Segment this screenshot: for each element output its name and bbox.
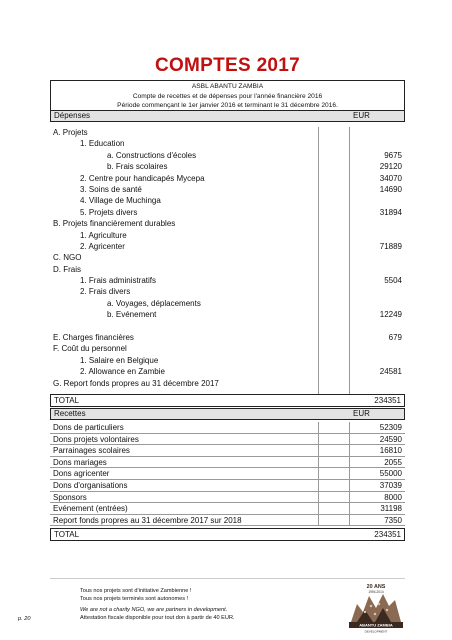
income-heading: Recettes <box>54 409 86 418</box>
income-amount: 55000 <box>379 469 402 479</box>
expense-label: 2. Allowance en Zambie <box>80 367 165 377</box>
expense-amount: 31894 <box>379 207 402 217</box>
expense-label: 3. Soins de santé <box>80 184 142 194</box>
expense-row <box>50 378 405 389</box>
expense-row <box>50 138 405 149</box>
expense-label: A. Projets <box>53 128 88 137</box>
organization-name: ASBL ABANTU ZAMBIA <box>191 83 264 90</box>
expense-label: 1. Salaire en Belgique <box>80 355 159 365</box>
expense-row <box>50 241 405 252</box>
page-title: COMPTES 2017 <box>154 55 301 76</box>
expense-label: a. Voyages, déplacements <box>107 298 201 308</box>
income-label: Report fonds propres au 31 décembre 2017 sur 2018 <box>53 515 242 525</box>
expense-row <box>50 355 405 366</box>
expenses-total-amount: 234351 <box>374 396 401 405</box>
income-amount: 7350 <box>384 515 402 525</box>
expense-label: G. Report fonds propres au 31 décembre 2017 <box>53 378 219 388</box>
expenses-currency: EUR <box>353 111 370 120</box>
expense-label: 1. Agriculture <box>80 230 127 240</box>
expense-label: F. Coût du personnel <box>53 344 127 354</box>
expense-amount: 5504 <box>384 276 402 286</box>
income-amount: 31198 <box>380 504 402 514</box>
expense-row <box>50 127 405 138</box>
expense-amount: 24581 <box>379 367 402 377</box>
expense-label: D. Frais <box>53 264 81 274</box>
logo-tagline: DEVELOPMENT <box>364 629 388 634</box>
expense-row <box>50 298 405 309</box>
income-row <box>50 445 405 457</box>
income-row <box>50 480 405 492</box>
expense-label: 5. Projets divers <box>80 207 138 217</box>
expenses-total-label: TOTAL <box>54 396 80 405</box>
logo-anniversary: 20 ANS <box>366 584 386 590</box>
expense-row <box>50 195 405 206</box>
logo-years: 1994-2014 <box>368 590 384 594</box>
logo-name: ABANTU ZAMBIA <box>359 622 393 628</box>
expenses-header <box>50 110 405 122</box>
income-table <box>50 422 405 526</box>
page-number: p. 20 <box>18 616 31 622</box>
expense-row <box>50 207 405 218</box>
expense-row <box>50 366 405 377</box>
income-row <box>50 515 405 527</box>
expense-label: 1. Frais administratifs <box>80 276 157 286</box>
expense-row <box>50 150 405 161</box>
expense-row <box>50 275 405 286</box>
logo-emblem-icon <box>351 594 401 622</box>
expense-label: a. Constructions d'écoles <box>107 150 197 160</box>
footer-divider <box>50 578 405 579</box>
expense-amount: 14690 <box>379 184 402 194</box>
expense-label: 2. Agricenter <box>80 241 125 251</box>
income-row <box>50 457 405 469</box>
income-row <box>50 434 405 446</box>
income-amount: 24590 <box>379 434 402 444</box>
expense-row <box>50 252 405 263</box>
abantu-zambia-logo <box>345 582 407 634</box>
income-rows <box>50 422 405 526</box>
income-label: Dons d'organisations <box>53 480 128 490</box>
income-amount: 52309 <box>379 423 402 432</box>
expense-label: 2. Centre pour handicapés Mycepa <box>80 173 205 183</box>
income-amount: 37039 <box>379 480 402 490</box>
income-row <box>50 503 405 515</box>
expense-row <box>50 264 405 275</box>
expenses-total <box>50 394 405 407</box>
expense-row <box>50 309 405 320</box>
expense-row <box>50 321 405 332</box>
expense-label: C. NGO <box>53 253 82 263</box>
expense-label: B. Projets financièrement durables <box>53 219 176 229</box>
expense-label: E. Charges financières <box>53 333 134 343</box>
income-currency: EUR <box>353 409 370 418</box>
income-row <box>50 492 405 504</box>
income-label: Evénement (entrées) <box>53 504 128 514</box>
expense-row <box>50 218 405 229</box>
income-total <box>50 528 405 541</box>
report-period: Période commençant le 1er janvier 2016 et terminant le 31 décembre 2016. <box>117 102 338 110</box>
expense-row <box>50 286 405 297</box>
expense-label: b. Evénement <box>107 310 157 320</box>
income-row <box>50 468 405 480</box>
expense-label: 1. Education <box>80 139 125 149</box>
income-label: Parrainages scolaires <box>53 446 130 456</box>
expense-row <box>50 343 405 354</box>
expense-row <box>50 184 405 195</box>
income-label: Dons mariages <box>53 457 107 467</box>
expense-label: 2. Frais divers <box>80 287 131 297</box>
expenses-table <box>50 127 405 395</box>
expense-row <box>50 230 405 241</box>
expense-amount: 71889 <box>379 241 402 251</box>
expense-label: b. Frais scolaires <box>107 162 168 172</box>
footer-line-1: Tous nos projets sont d'initiative Zambienne ! <box>80 588 192 594</box>
income-label: Dons agricenter <box>53 469 110 479</box>
expense-amount: 12249 <box>379 310 402 320</box>
footer-line-2: Tous nos projets terminés sont autonomes ! <box>80 595 189 602</box>
income-row <box>50 422 405 434</box>
expense-amount: 29120 <box>379 162 402 172</box>
income-total-label: TOTAL <box>54 530 80 539</box>
expense-amount: 9675 <box>384 150 402 160</box>
expense-label: 4. Village de Muchinga <box>80 196 161 206</box>
expense-row <box>50 173 405 184</box>
income-total-amount: 234351 <box>374 530 401 539</box>
footer-line-3: We are not a charity NGO, we are partners in development. <box>80 607 228 614</box>
footer-line-4: Attestation fiscale disponible pour tout don à partir de 40 EUR. <box>80 614 235 621</box>
income-label: Dons projets volontaires <box>53 434 139 444</box>
footer-text <box>80 588 320 622</box>
report-header <box>50 80 405 110</box>
expense-amount: 34070 <box>379 173 402 183</box>
expenses-heading: Dépenses <box>54 111 91 120</box>
income-header <box>50 408 405 420</box>
income-amount: 16810 <box>379 446 402 456</box>
expense-amount: 679 <box>388 333 402 343</box>
expense-row <box>50 332 405 343</box>
income-amount: 8000 <box>384 492 402 502</box>
expense-row <box>50 161 405 172</box>
income-label: Sponsors <box>53 492 87 502</box>
income-amount: 2055 <box>384 457 402 467</box>
expenses-rows <box>50 127 405 389</box>
income-label: Dons de particuliers <box>53 423 124 432</box>
report-subtitle: Compte de recettes et de dépenses pour l'année financière 2016 <box>132 92 323 100</box>
